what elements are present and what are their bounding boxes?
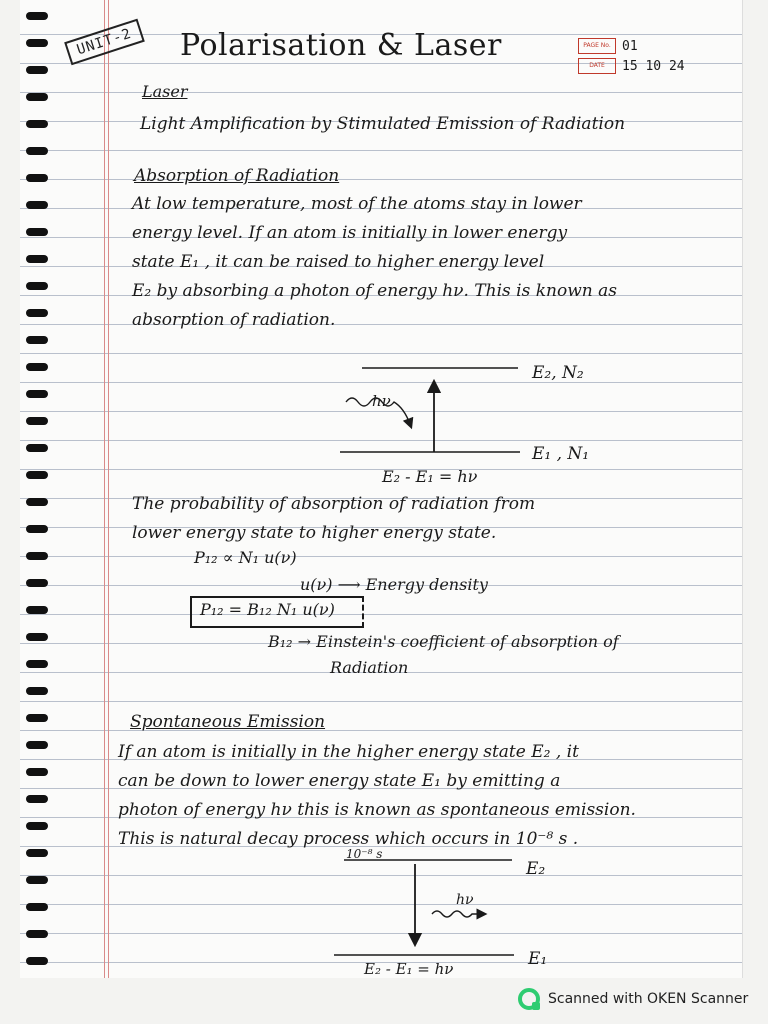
spontaneous-line-4: This is natural decay process which occurs in 10⁻⁸ s . [118,829,579,849]
date-label: DATE [578,58,616,74]
page-no-label: PAGE No. [578,38,616,54]
absorption-line-4: E₂ by absorbing a photon of energy hν. This is known as [132,281,617,301]
probability-line-1: The probability of absorption of radiation from [132,494,536,514]
page-no: 01 [622,38,638,54]
spont-photon-label: hν [456,892,474,908]
coefficient-line-2: Radiation [330,658,409,677]
emitted-photon-icon [432,911,482,917]
lower-level-label: E₁ , N₁ [532,444,590,464]
photon-label: hν [372,392,391,410]
proportional-relation: P₁₂ ∝ N₁ u(ν) [194,548,297,567]
spontaneous-line-2: can be down to lower energy state E₁ by emitting a [118,771,561,791]
spont-time-label: 10⁻⁸ s [346,847,383,861]
probability-line-2: lower energy state to higher energy state. [132,523,497,543]
unit-tag: UNIT-2 [64,19,144,65]
absorption-line-3: state E₁ , it can be raised to higher energy level [132,252,545,272]
absorption-equation: E₂ - E₁ = hν [382,467,478,486]
spontaneous-paragraph [118,738,636,854]
absorption-line-1: At low temperature, most of the atoms stay in lower [132,194,582,214]
upper-level-label: E₂, N₂ [532,363,584,383]
probability-paragraph [132,490,535,548]
energy-density-note: u(ν) ⟶ Energy density [300,575,488,594]
scanner-watermark [518,988,748,1010]
spont-upper-label: E₂ [526,859,546,879]
date: 15 10 24 [622,58,685,74]
spont-lower-label: E₁ [528,949,548,969]
coefficient-line-1: B₁₂ → Einstein's coefficient of absorption of [268,632,619,651]
scanner-logo-icon [518,988,540,1010]
absorption-line-2: energy level. If an atom is initially in lower energy [132,223,568,243]
page-title: Polarisation & Laser [180,28,502,63]
spont-equation: E₂ - E₁ = hν [364,960,454,978]
laser-heading: Laser [142,82,188,101]
absorption-heading: Absorption of Radiation [134,166,340,186]
spontaneous-line-3: photon of energy hν this is known as spontaneous emission. [118,800,636,820]
scanner-text: Scanned with OKEN Scanner [548,991,749,1007]
laser-expansion: Light Amplification by Stimulated Emission of Radiation [140,114,626,134]
boxed-equation: P₁₂ = B₁₂ N₁ u(ν) [200,600,335,619]
spontaneous-heading: Spontaneous Emission [130,712,326,732]
spontaneous-line-1: If an atom is initially in the higher energy state E₂ , it [118,742,579,762]
absorption-line-5: absorption of radiation. [132,310,336,330]
